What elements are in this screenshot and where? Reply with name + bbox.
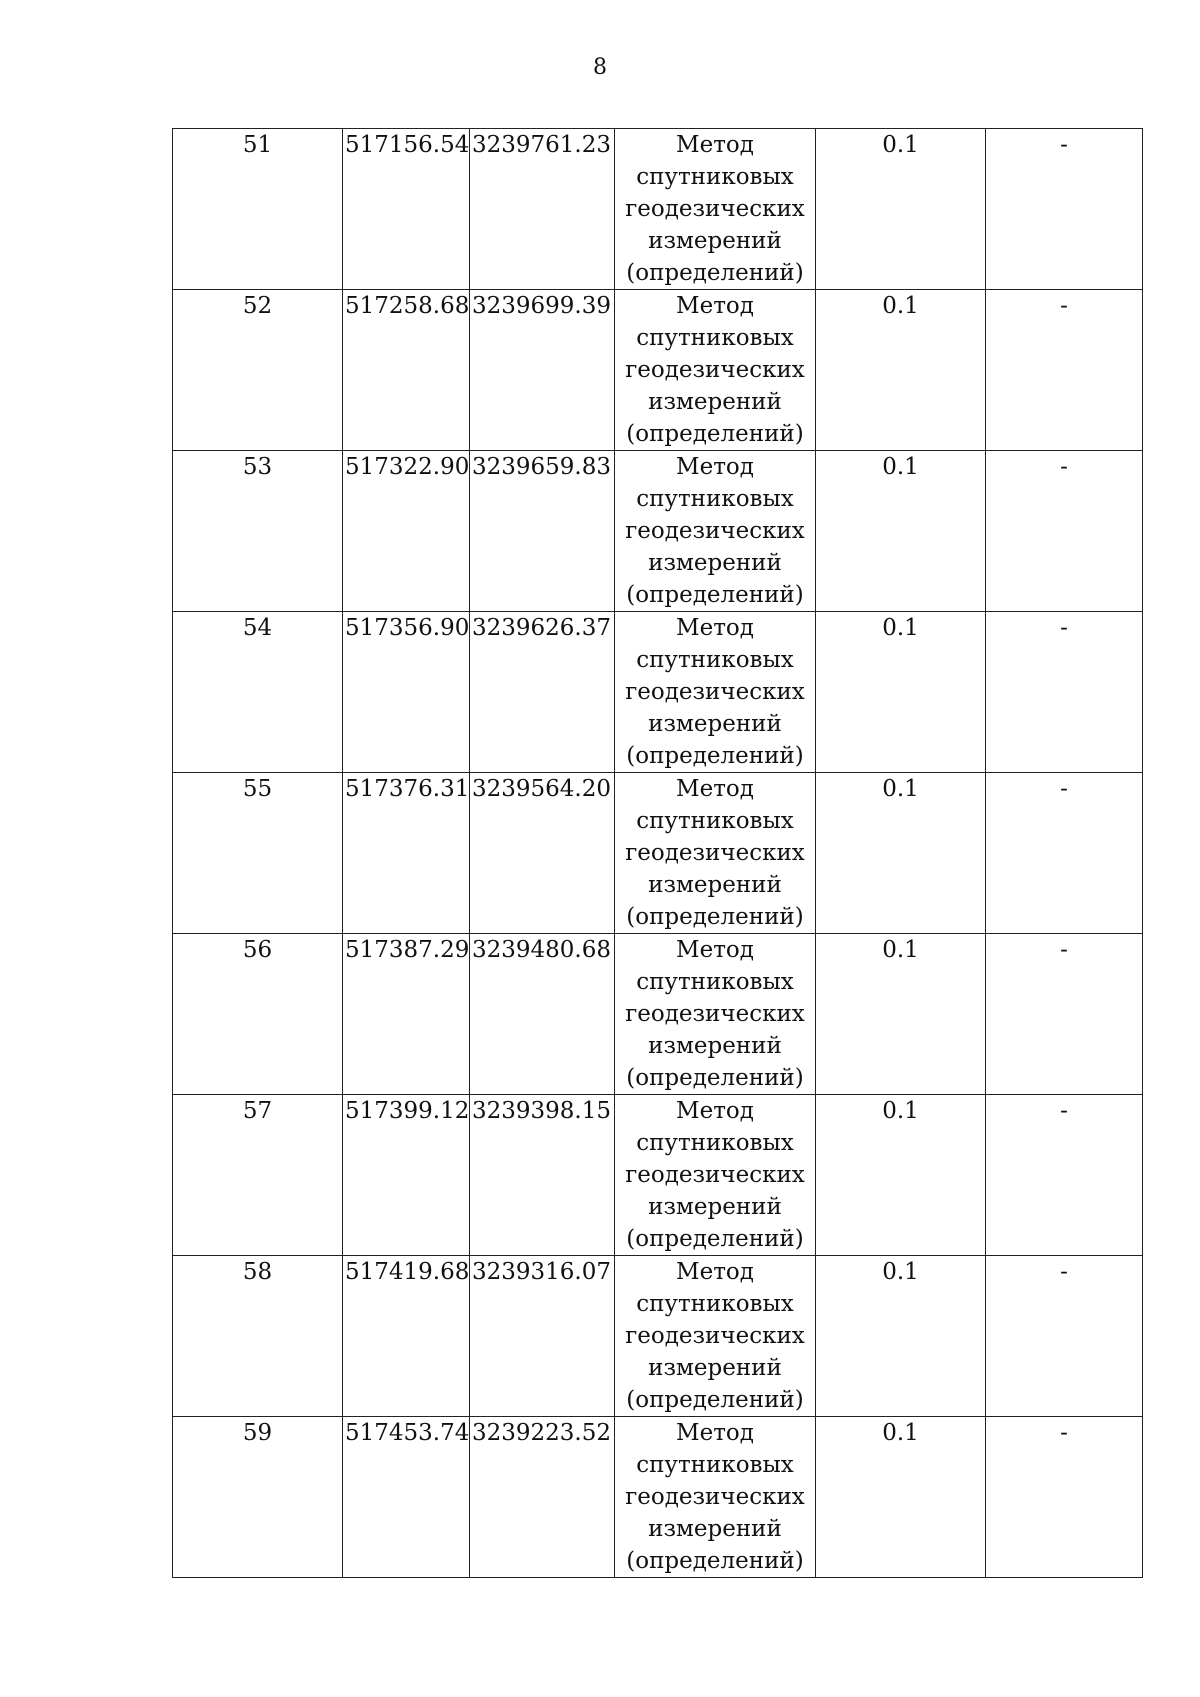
point-number-cell: 54	[173, 612, 343, 773]
y-coordinate-cell: 3239659.83	[470, 451, 615, 612]
y-coordinate-cell: 3239564.20	[470, 773, 615, 934]
point-number-cell: 57	[173, 1095, 343, 1256]
x-coordinate-cell: 517376.31	[343, 773, 470, 934]
point-number-cell: 55	[173, 773, 343, 934]
x-coordinate-cell: 517387.29	[343, 934, 470, 1095]
extra-cell: -	[986, 773, 1143, 934]
table-row	[173, 1095, 1143, 1256]
x-coordinate-cell: 517399.12	[343, 1095, 470, 1256]
method-cell	[615, 773, 816, 934]
y-coordinate-cell: 3239316.07	[470, 1256, 615, 1417]
method-text: Метод спутниковых геодезических измерений (определений)	[625, 454, 805, 608]
extra-cell: -	[986, 451, 1143, 612]
table-row	[173, 773, 1143, 934]
method-cell	[615, 1256, 816, 1417]
extra-cell: -	[986, 1256, 1143, 1417]
point-number-cell: 53	[173, 451, 343, 612]
x-coordinate-cell: 517453.74	[343, 1417, 470, 1578]
accuracy-cell: 0.1	[816, 934, 986, 1095]
table-row	[173, 129, 1143, 290]
method-text: Метод спутниковых геодезических измерений (определений)	[625, 1259, 805, 1413]
method-cell	[615, 1095, 816, 1256]
y-coordinate-cell: 3239398.15	[470, 1095, 615, 1256]
accuracy-cell: 0.1	[816, 1256, 986, 1417]
accuracy-cell: 0.1	[816, 1095, 986, 1256]
method-text: Метод спутниковых геодезических измерений (определений)	[625, 132, 805, 286]
y-coordinate-cell: 3239761.23	[470, 129, 615, 290]
extra-cell: -	[986, 290, 1143, 451]
point-number-cell: 52	[173, 290, 343, 451]
method-cell	[615, 612, 816, 773]
table-row	[173, 451, 1143, 612]
x-coordinate-cell: 517419.68	[343, 1256, 470, 1417]
accuracy-cell: 0.1	[816, 290, 986, 451]
method-text: Метод спутниковых геодезических измерений (определений)	[625, 1098, 805, 1252]
point-number-cell: 56	[173, 934, 343, 1095]
extra-cell: -	[986, 612, 1143, 773]
method-cell	[615, 129, 816, 290]
method-cell	[615, 290, 816, 451]
x-coordinate-cell: 517322.90	[343, 451, 470, 612]
point-number-cell: 59	[173, 1417, 343, 1578]
accuracy-cell: 0.1	[816, 773, 986, 934]
method-text: Метод спутниковых геодезических измерений (определений)	[625, 937, 805, 1091]
method-text: Метод спутниковых геодезических измерений (определений)	[625, 776, 805, 930]
extra-cell: -	[986, 1095, 1143, 1256]
accuracy-cell: 0.1	[816, 612, 986, 773]
point-number-cell: 51	[173, 129, 343, 290]
x-coordinate-cell: 517258.68	[343, 290, 470, 451]
method-text: Метод спутниковых геодезических измерений (определений)	[625, 1420, 805, 1574]
table-row	[173, 612, 1143, 773]
table-row	[173, 934, 1143, 1095]
method-cell	[615, 451, 816, 612]
method-cell	[615, 934, 816, 1095]
extra-cell: -	[986, 1417, 1143, 1578]
table-row	[173, 1256, 1143, 1417]
coordinates-table	[172, 128, 1143, 1578]
extra-cell: -	[986, 129, 1143, 290]
coordinates-table-body	[173, 129, 1143, 1578]
accuracy-cell: 0.1	[816, 129, 986, 290]
method-text: Метод спутниковых геодезических измерений (определений)	[625, 293, 805, 447]
y-coordinate-cell: 3239626.37	[470, 612, 615, 773]
y-coordinate-cell: 3239480.68	[470, 934, 615, 1095]
x-coordinate-cell: 517356.90	[343, 612, 470, 773]
method-text: Метод спутниковых геодезических измерений (определений)	[625, 615, 805, 769]
x-coordinate-cell: 517156.54	[343, 129, 470, 290]
page-number: 8	[593, 55, 607, 80]
table-row	[173, 1417, 1143, 1578]
accuracy-cell: 0.1	[816, 451, 986, 612]
accuracy-cell: 0.1	[816, 1417, 986, 1578]
y-coordinate-cell: 3239223.52	[470, 1417, 615, 1578]
extra-cell: -	[986, 934, 1143, 1095]
point-number-cell: 58	[173, 1256, 343, 1417]
table-row	[173, 290, 1143, 451]
y-coordinate-cell: 3239699.39	[470, 290, 615, 451]
method-cell	[615, 1417, 816, 1578]
